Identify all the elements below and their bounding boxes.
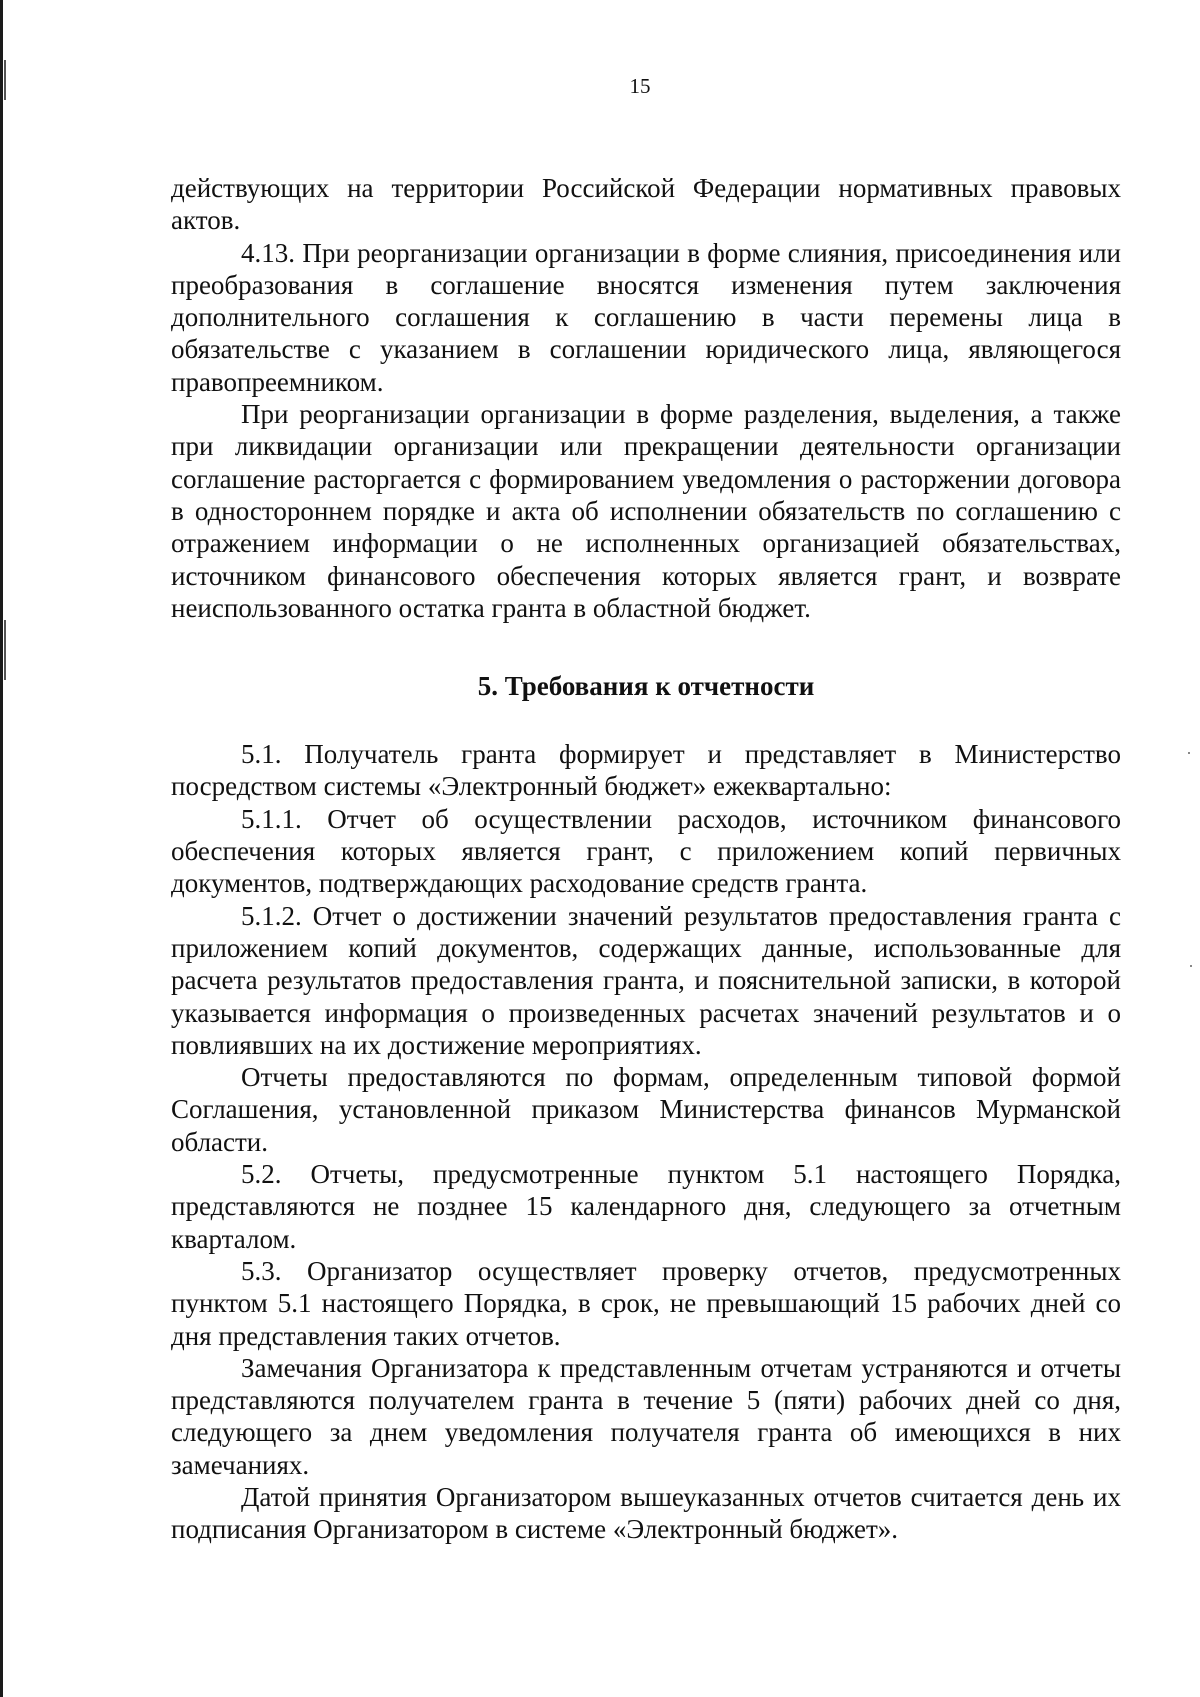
section-heading: 5. Требования к отчетности <box>477 671 815 702</box>
paragraph: Датой принятия Организатором вышеуказанных отчетов считается день их подписания Организатором в системе «Электронный бюджет». <box>171 1481 1121 1545</box>
paragraph: 5.2. Отчеты, предусмотренные пунктом 5.1 настоящего Порядка, представляются не позднее 15 календарного дня, следующего за отчетным кварталом. <box>171 1159 1121 1254</box>
page-number: 15 <box>629 74 651 98</box>
scan-speck <box>1190 965 1192 967</box>
paragraph: 4.13. При реорганизации организации в форме слияния, присоединения или преобразования в соглашение вносятся изменения путем заключения дополнительного соглашения к соглашению в части перемены лица в обязательстве с указанием в соглашении юридического лица, являющегося правопреемником. <box>171 237 1121 397</box>
paragraph: Отчеты предоставляются по формам, определенным типовой формой Соглашения, установленной приказом Министерства финансов Мурманской области. <box>171 1062 1121 1157</box>
scan-edge <box>0 0 3 1697</box>
paragraph: действующих на территории Российской Федерации нормативных правовых актов. <box>171 173 1121 236</box>
paragraph: 5.1.2. Отчет о достижении значений результатов предоставления гранта с приложением копий документов, содержащих данные, использованные для расчета результатов предоставления гранта, и пояснительной записки, в которой указывается информация о произведенных расчетах значений результатов и о повлиявших на их достижение мероприятиях. <box>171 900 1121 1060</box>
scan-edge-mark <box>4 620 6 680</box>
paragraph: При реорганизации организации в форме разделения, выделения, а также при ликвидации организации или прекращении деятельности организации соглашение расторгается с формированием уведомления о расторжении договора в одностороннем порядке и акта об исполнении обязательств по соглашению с отражением информации о не исполненных организацией обязательствах, источником финансового обеспечения которых является грант, и возврате неиспользованного остатка гранта в областной бюджет. <box>171 399 1121 623</box>
document-body <box>171 172 1121 1546</box>
paragraph: Замечания Организатора к представленным отчетам устраняются и отчеты представляются получателем гранта в течение 5 (пяти) рабочих дней со дня, следующего за днем уведомления получателя гранта об имеющихся в них замечаниях. <box>171 1352 1121 1480</box>
paragraph: 5.3. Организатор осуществляет проверку отчетов, предусмотренных пунктом 5.1 настоящего Порядка, в срок, не превышающий 15 рабочих дней со дня представления таких отчетов. <box>171 1255 1121 1351</box>
paragraph: 5.1.1. Отчет об осуществлении расходов, источником финансового обеспечения которых является грант, с приложением копий первичных документов, подтверждающих расходование средств гранта. <box>171 803 1121 899</box>
scan-speck <box>1188 752 1190 754</box>
paragraph: 5.1. Получатель гранта формирует и представляет в Министерство посредством системы «Электронный бюджет» ежеквартально: <box>171 739 1121 802</box>
